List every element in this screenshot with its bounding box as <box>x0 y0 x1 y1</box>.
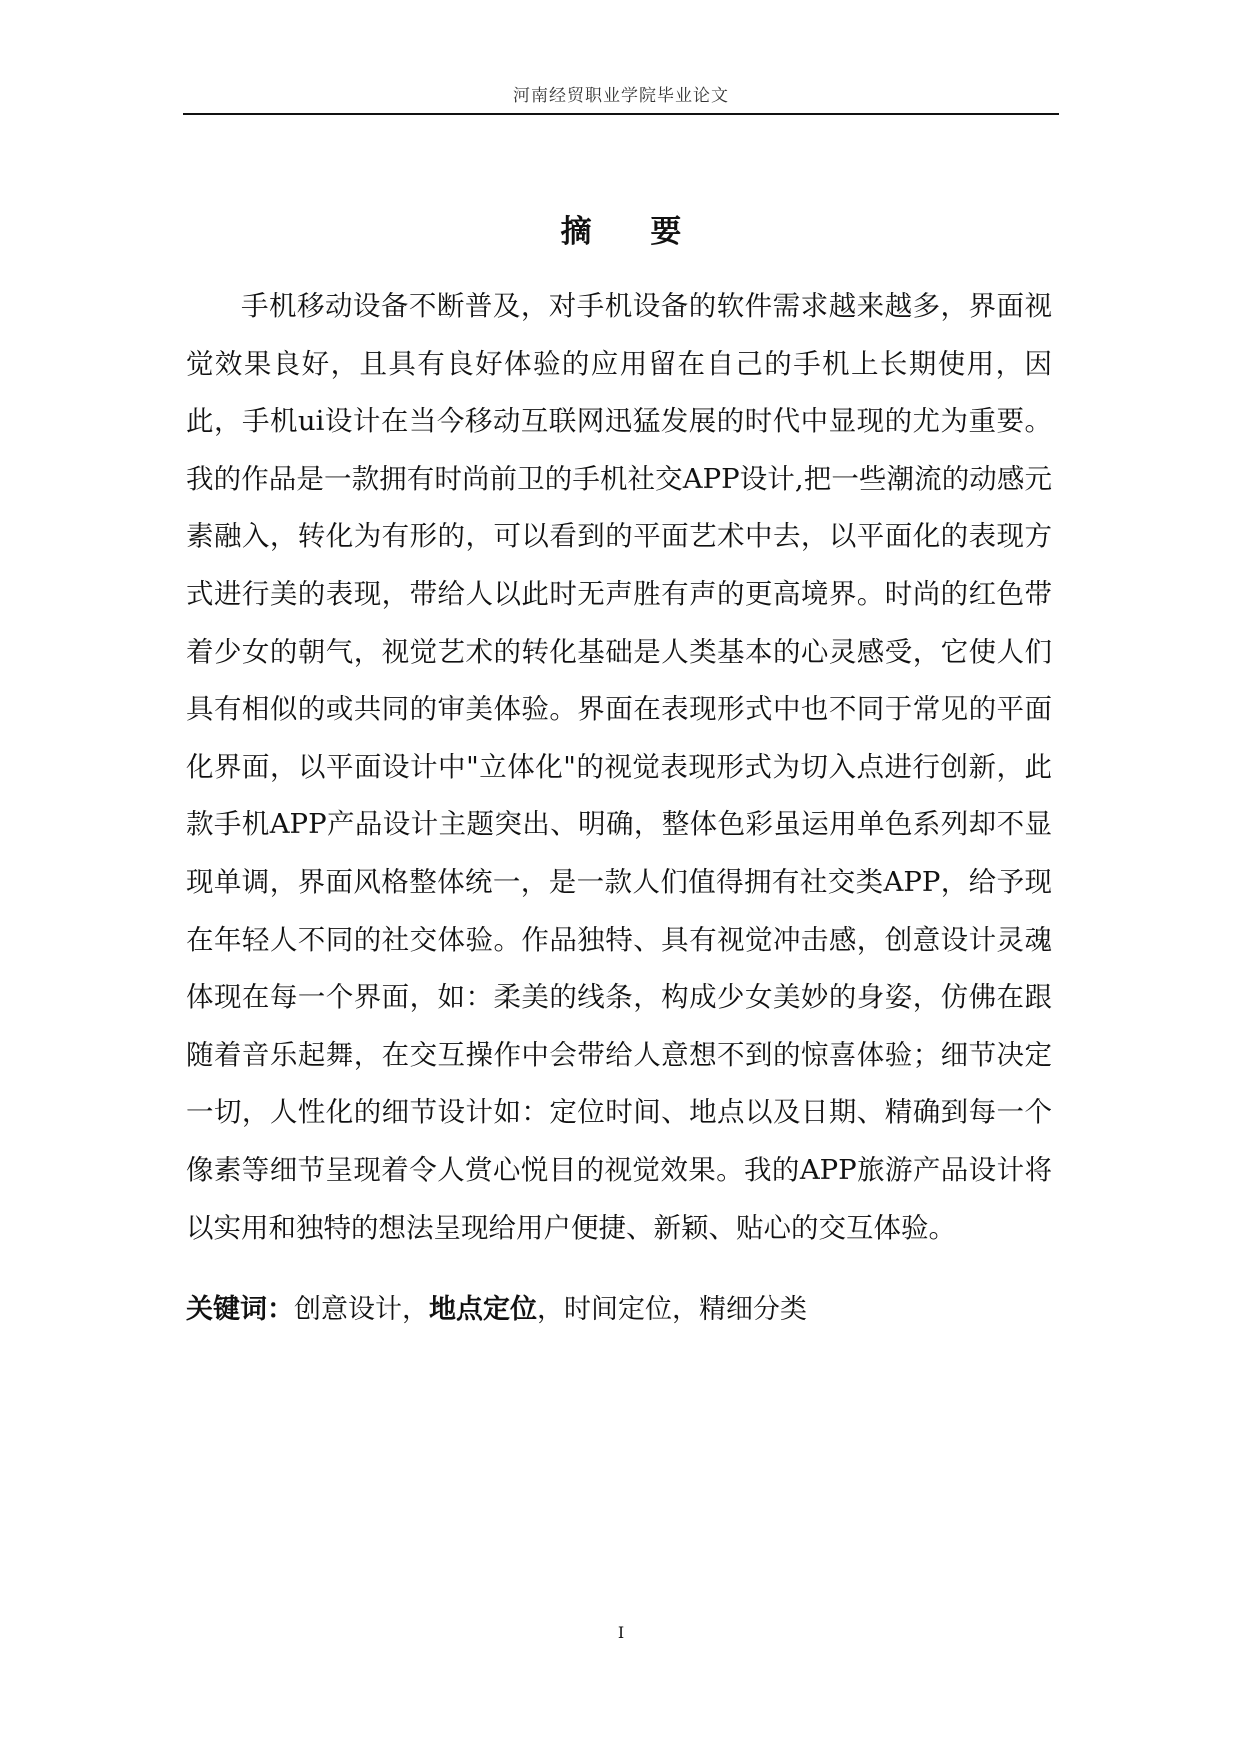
keyword-location: 地点定位 <box>429 1294 537 1325</box>
keyword-creative-design: 创意设计， <box>294 1294 429 1325</box>
running-header: 河南经贸职业学院毕业论文 <box>513 86 729 106</box>
abstract-body: 手机移动设备不断普及，对手机设备的软件需求越来越多，界面视觉效果良好，且具有良好体验的应用留在自己的手机上长期使用，因此，手机ui设计在当今移动互联网迅猛发展的时代中显现的尤为重要。我的作品是一款拥有时尚前卫的手机社交APP设计,把一些潮流的动感元素融入，转化为有形的，可以看到的平面艺术中去，以平面化的表现方式进行美的表现，带给人以此时无声胜有声的更高境界。时尚的红色带着少女的朝气，视觉艺术的转化基础是人类基本的心灵感受，它使人们具有相似的或共同的审美体验。界面在表现形式中也不同于常见的平面化界面，以平面设计中"立体化"的视觉表现形式为切入点进行创新，此款手机APP产品设计主题突出、明确，整体色彩虽运用单色系列却不显现单调，界面风格整体统一，是一款人们值得拥有社交类APP，给予现在年轻人不同的社交体验。作品独特、具有视觉冲击感，创意设计灵魂体现在每一个界面，如：柔美的线条，构成少女美妙的身姿，仿佛在跟随着音乐起舞，在交互操作中会带给人意想不到的惊喜体验；细节决定一切，人性化的细节设计如：定位时间、地点以及日期、精确到每一个像素等细节呈现着令人赏心悦目的视觉效果。我的APP旅游产品设计将以实用和独特的想法呈现给用户便捷、新颖、贴心的交互体验。 <box>186 290 1052 1244</box>
abstract-title: 摘 要 <box>560 214 706 250</box>
keywords-line <box>186 1290 1052 1330</box>
keyword-time-and-category: ，时间定位，精细分类 <box>537 1294 807 1325</box>
keywords-label: 关键词： <box>186 1294 294 1325</box>
header-rule <box>183 113 1059 115</box>
page-number: I <box>617 1623 625 1642</box>
